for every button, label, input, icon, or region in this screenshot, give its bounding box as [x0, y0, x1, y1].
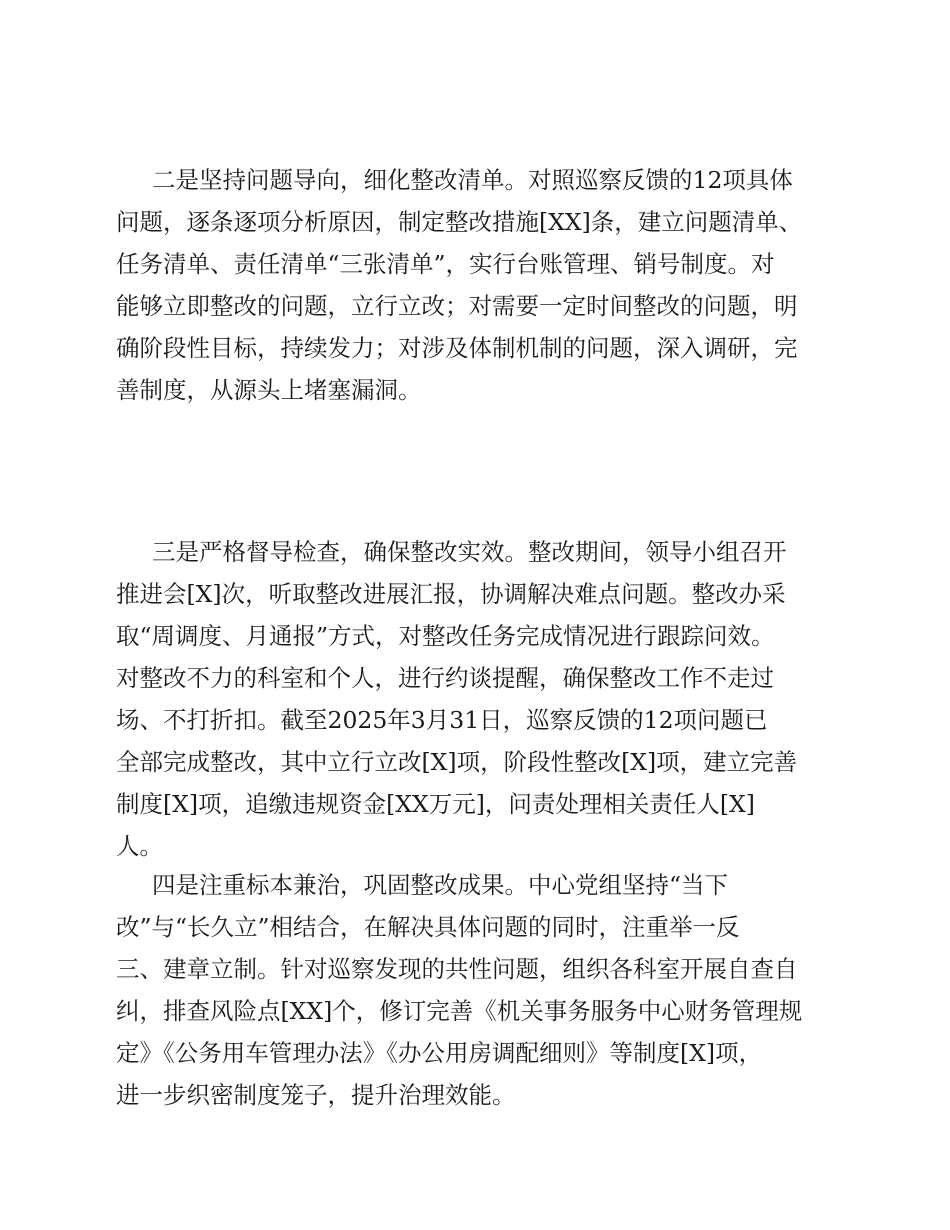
paragraph-line: 取“周调度、月通报”方式，对整改任务完成情况进行跟踪问效。 [116, 622, 775, 650]
paragraph-line: 人。 [116, 832, 163, 860]
paragraph-line: 四是注重标本兼治，巩固整改成果。中心党组坚持“当下 [152, 871, 729, 899]
paragraph-line: 三是严格督导检查，确保整改实效。整改期间，领导小组召开 [152, 538, 787, 566]
paragraph-line: 制度[X]项，追缴违规资金[XX万元]，问责处理相关责任人[X] [116, 790, 755, 818]
paragraph-line: 对整改不力的科室和个人，进行约谈提醒，确保整改工作不走过 [116, 664, 774, 692]
paragraph-line: 善制度，从源头上堵塞漏洞。 [116, 376, 422, 404]
paragraph-line: 三、建章立制。针对巡察发现的共性问题，组织各科室开展自查自 [116, 955, 798, 983]
paragraph-line: 纠，排查风险点[XX]个，修订完善《机关事务服务中心财务管理规 [116, 997, 803, 1025]
paragraph-line: 全部完成整改，其中立行立改[X]项，阶段性整改[X]项，建立完善 [116, 748, 798, 776]
paragraph-line: 进一步织密制度笼子，提升治理效能。 [116, 1081, 516, 1109]
paragraph-line: 定》《公务用车管理办法》《办公用房调配细则》等制度[X]项， [116, 1039, 763, 1067]
paragraph-line: 问题，逐条逐项分析原因，制定整改措施[XX]条，建立问题清单、 [116, 208, 803, 236]
paragraph-line: 推进会[X]次，听取整改进展汇报，协调解决难点问题。整改办采 [116, 580, 786, 608]
paragraph-line: 二是坚持问题导向，细化整改清单。对照巡察反馈的12项具体 [152, 166, 793, 194]
paragraph-line: 确阶段性目标，持续发力；对涉及体制机制的问题，深入调研，完 [116, 334, 798, 362]
paragraph-line: 改”与“长久立”相结合，在解决具体问题的同时，注重举一反 [116, 913, 740, 941]
paragraph-line: 场、不打折扣。截至2025年3月31日，巡察反馈的12项问题已 [116, 706, 768, 734]
paragraph-line: 任务清单、责任清单“三张清单”，实行台账管理、销号制度。对 [116, 250, 775, 278]
paragraph-line: 能够立即整改的问题，立行立改；对需要一定时间整改的问题，明 [116, 292, 798, 320]
